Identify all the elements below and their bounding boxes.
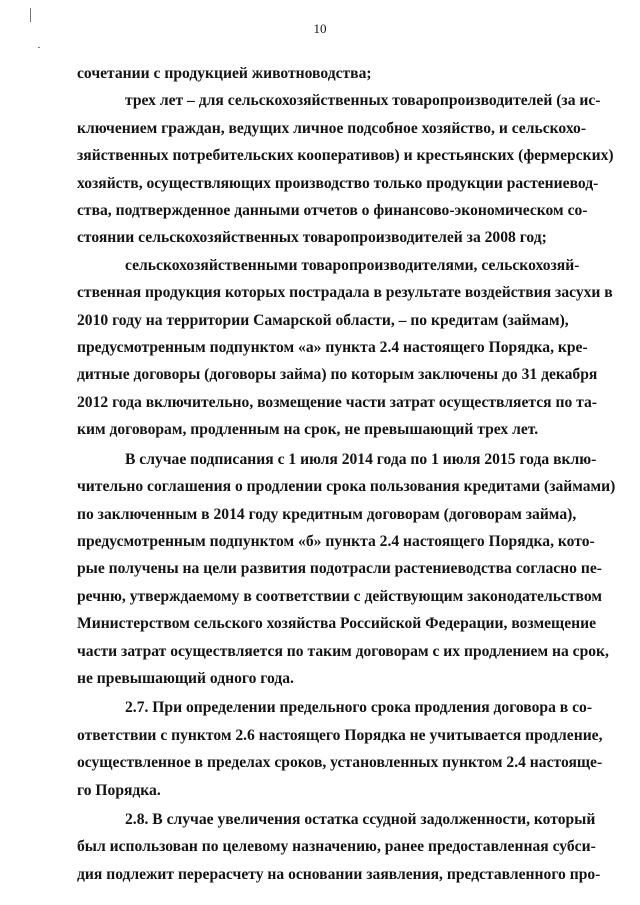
paragraph [77, 60, 567, 87]
text-line: предусмотренным подпунктом «а» пункта 2.4 настоящего Порядка, кре- [77, 339, 588, 357]
text-line: предусмотренным подпунктом «б» пункта 2.4 настоящего Порядка, кото- [77, 532, 595, 550]
text-line: Министерством сельского хозяйства Российской Федерации, возмещение [77, 615, 597, 633]
text-line: ственная продукция которых пострадала в результате воздействия засухи в [77, 284, 613, 302]
text-line: части затрат осуществляется по таким договорам с их продлением на срок, [77, 642, 609, 660]
text-line: был использован по целевому назначению, ранее предоставленная субси- [77, 838, 596, 856]
text-line: ким договорам, продленным на срок, не превышающий трех лет. [77, 421, 539, 439]
text-line: сочетании с продукцией животноводства; [77, 65, 372, 82]
text-line: трех лет – для сельскохозяйственных товаропроизводителей (за ис- [125, 92, 601, 110]
text-line: го Порядка. [77, 781, 161, 799]
text-line: ответствии с пунктом 2.6 настоящего Порядка не учитывается продление, [77, 726, 603, 744]
paragraph [77, 806, 601, 888]
text-line: 2012 года включительно, возмещение части затрат осуществляется по та- [77, 393, 597, 411]
page-number: 10 [313, 21, 327, 36]
text-line: 2.8. В случае увеличения остатка ссудной задолженности, который [125, 810, 596, 828]
paragraph [77, 446, 616, 693]
scan-mark [38, 47, 40, 48]
paragraph [77, 694, 603, 804]
text-line: ключением граждан, ведущих личное подсобное хозяйство, и сельскохо- [77, 119, 587, 137]
text-line: дия подлежит перерасчету на основании заявления, представленного про- [77, 865, 601, 883]
text-line: рые получены на цели развития подотрасли растениеводства согласно пе- [77, 560, 602, 578]
text-line: сельскохозяйственными товаропроизводителями, сельскохозяй- [125, 256, 580, 274]
text-line: осуществленное в пределах сроков, установленных пунктом 2.4 настояще- [77, 754, 603, 772]
text-line: 2010 году на территории Самарской области, – по кредитам (займам), [77, 311, 569, 329]
text-line: 2.7. При определении предельного срока продления договора в со- [125, 699, 593, 717]
paragraph [77, 87, 614, 251]
text-line: хозяйств, осуществляющих производство только продукции растениевод- [77, 174, 599, 192]
text-line: зяйственных потребительских кооперативов) и крестьянских (фермерских) [77, 147, 614, 165]
text-line: дитные договоры (договоры займа) по которым заключены до 31 декабря [77, 366, 598, 384]
text-line: В случае подписания с 1 июля 2014 года по 1 июля 2015 года вклю- [125, 450, 597, 468]
text-line: речню, утверждаемому в соответствии с действующим законодательством [77, 587, 602, 605]
scan-mark [30, 8, 31, 22]
paragraph [77, 252, 613, 444]
text-line: ства, подтвержденное данными отчетов о финансово-экономическом со- [77, 202, 588, 220]
document-body [77, 60, 616, 888]
text-line: стоянии сельскохозяйственных товаропроизводителей за 2008 год; [77, 229, 547, 247]
text-line: по заключенным в 2014 году кредитным договорам (договорам займа), [77, 505, 577, 523]
text-line: чительно соглашения о продлении срока пользования кредитами (займами) [77, 478, 616, 496]
text-line: не превышающий одного года. [77, 669, 294, 687]
